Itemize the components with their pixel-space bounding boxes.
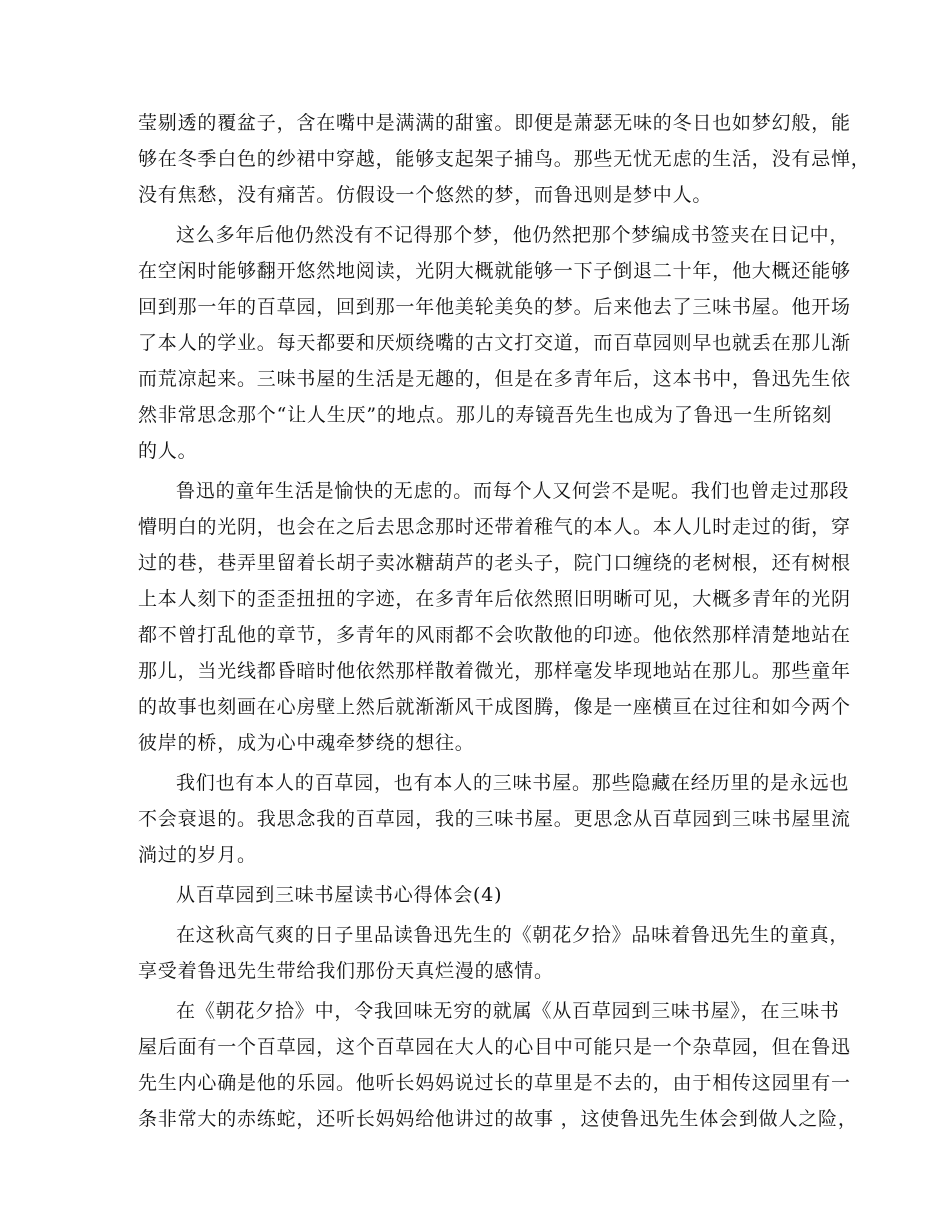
paragraph-continuation — [138, 105, 871, 213]
text-line: 了本人的学业。每天都要和厌烦绕嘴的古文打交道，而百草园则早也就丢在那儿渐 — [138, 332, 851, 354]
text-line: 莹剔透的覆盆子，含在嘴中是满满的甜蜜。即便是萧瑟无味的冬日也如梦幻般，能 — [138, 112, 851, 134]
text-line: 我们也有本人的百草园，也有本人的三味书屋。那些隐藏在经历里的是永远也 — [176, 772, 850, 794]
text-line: 淌过的岁月。 — [138, 844, 257, 866]
text-line: 在《朝花夕拾》中，令我回味无穷的就属《从百草园到三味书屋》，在三味书 — [176, 1000, 840, 1022]
paragraph — [138, 473, 851, 761]
text-line: 的人。 — [138, 440, 198, 462]
text-line: 彼岸的桥，成为心中魂牵梦绕的想往。 — [138, 732, 475, 754]
heading-text: 从百草园到三味书屋读书心得体会(4) — [176, 884, 503, 906]
text-line: 那儿，当光线都昏暗时他依然那样散着微光，那样毫发毕现地站在那儿。那些童年 — [138, 660, 851, 682]
text-line: 不会衰退的。我思念我的百草园，我的三味书屋。更思念从百草园到三味书屋里流 — [138, 808, 851, 830]
text-line: 没有焦愁，没有痛苦。仿假设一个悠然的梦，而鲁迅则是梦中人。 — [138, 184, 713, 206]
text-line: 而荒凉起来。三味书屋的生活是无趣的，但是在多青年后，这本书中，鲁迅先生依 — [138, 368, 851, 390]
text-line: 够在冬季白色的纱裙中穿越，能够支起架子捕鸟。那些无忧无虑的生活，没有忌惮， — [138, 148, 871, 170]
text-line: 懵明白的光阴，也会在之后去思念那时还带着稚气的本人。本人儿时走过的街，穿 — [138, 516, 851, 538]
text-line: 的故事也刻画在心房壁上然后就渐渐风干成图腾，像是一座横亘在过往和如今两个 — [138, 696, 851, 718]
text-line: 上本人刻下的歪歪扭扭的字迹，在多青年后依然照旧明晰可见，大概多青年的光阴 — [138, 588, 851, 610]
paragraph — [138, 993, 858, 1137]
paragraph — [138, 765, 851, 873]
text-line: 都不曾打乱他的章节，多青年的风雨都不会吹散他的印迹。他依然那样清楚地站在 — [138, 624, 851, 646]
paragraph — [138, 917, 850, 989]
text-line: 这么多年后他仍然没有不记得那个梦，他仍然把那个梦编成书签夹在日记中， — [176, 224, 850, 246]
text-line: 享受着鲁迅先生带给我们那份天真烂漫的感情。 — [138, 960, 554, 982]
paragraph — [138, 217, 851, 469]
text-line: 先生内心确是他的乐园。他听长妈妈说过长的草里是不去的，由于相传这园里有一 — [138, 1072, 851, 1094]
text-line: 屋后面有一个百草园，这个百草园在大人的心目中可能只是一个杂草园，但在鲁迅 — [138, 1036, 851, 1058]
section-heading — [138, 877, 826, 913]
text-line: 鲁迅的童年生活是愉快的无虑的。而每个人又何尝不是呢。我们也曾走过那段 — [176, 480, 850, 502]
text-line: 回到那一年的百草园，回到那一年他美轮美奂的梦。后来他去了三味书屋。他开场 — [138, 296, 851, 318]
text-line: 然非常思念那个“让人生厌”的地点。那儿的寿镜吾先生也成为了鲁迅一生所铭刻 — [138, 404, 833, 426]
text-line: 过的巷，巷弄里留着长胡子卖冰糖葫芦的老头子，院门口缠绕的老树根，还有树根 — [138, 552, 851, 574]
text-line: 条非常大的赤练蛇，还听长妈妈给他讲过的故事 ，这使鲁迅先生体会到做人之险， — [138, 1108, 858, 1130]
text-line: 在空闲时能够翻开悠然地阅读，光阴大概就能够一下子倒退二十年，他大概还能够 — [138, 260, 851, 282]
document-page — [138, 105, 871, 1137]
text-line: 在这秋高气爽的日子里品读鲁迅先生的《朝花夕拾》品味着鲁迅先生的童真， — [176, 924, 850, 946]
